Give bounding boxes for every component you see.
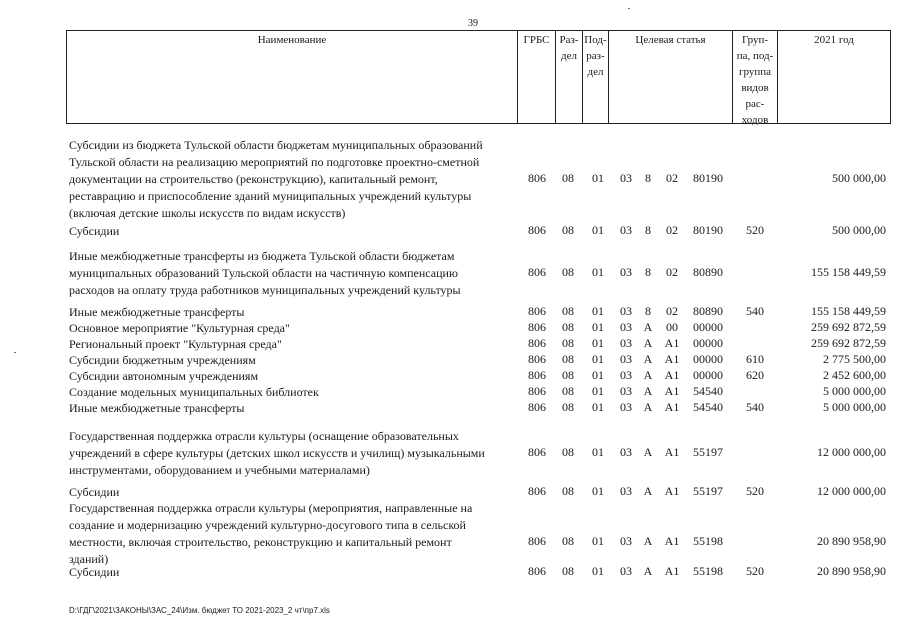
cell-razdel: 08	[562, 352, 574, 366]
header-vr: Груп- па, под- группа видов рас- ходов	[732, 31, 777, 123]
table-row	[0, 368, 905, 385]
cell-target-event: А1	[664, 445, 680, 459]
cell-target-sub: А	[643, 336, 653, 350]
cell-razdel: 08	[562, 368, 574, 382]
cell-grbs: 806	[528, 400, 546, 414]
row-name	[69, 336, 524, 353]
row-name	[69, 428, 524, 479]
cell-amount: 155 158 449,59	[811, 304, 886, 318]
cell-target-code: 54540	[693, 384, 723, 398]
table-row	[0, 336, 905, 353]
cell-target-program: 03	[620, 368, 632, 382]
row-name-line: расходов на оплату труда работников муниципальных учреждений культуры	[69, 283, 461, 297]
cell-target-program: 03	[620, 171, 632, 185]
table-row	[0, 320, 905, 337]
cell-vr: 610	[746, 352, 764, 366]
table-header	[66, 30, 891, 124]
cell-razdel: 08	[562, 534, 574, 548]
cell-target-event: 02	[666, 304, 678, 318]
cell-razdel: 08	[562, 265, 574, 279]
row-name-line: инструментами, оборудованием и учебными материалами)	[69, 463, 370, 477]
cell-target-event: 02	[666, 265, 678, 279]
cell-razdel: 08	[562, 336, 574, 350]
cell-target-program: 03	[620, 384, 632, 398]
table-row	[0, 304, 905, 321]
row-name	[69, 400, 524, 417]
cell-amount: 20 890 958,90	[817, 534, 886, 548]
cell-grbs: 806	[528, 352, 546, 366]
cell-amount: 2 775 500,00	[823, 352, 886, 366]
table-row	[0, 384, 905, 401]
row-name-line: муниципальных образований Тульской области на частичную компенсацию	[69, 266, 458, 280]
cell-target-program: 03	[620, 336, 632, 350]
cell-target-sub: А	[643, 320, 653, 334]
file-path-footer: D:\ГДГ\2021\ЗАКОНЫ\ЗАС_24\Изм. бюджет ТО 2021-2023_2 чт\пр7.xls	[69, 606, 330, 615]
header-year: 2021 год	[777, 31, 890, 123]
cell-podrazdel: 01	[592, 564, 604, 578]
row-name-line: Государственная поддержка отрасли культуры (мероприятия, направленные на	[69, 501, 473, 515]
cell-podrazdel: 01	[592, 484, 604, 498]
cell-amount: 20 890 958,90	[817, 564, 886, 578]
cell-target-event: А1	[664, 534, 680, 548]
cell-target-code: 00000	[693, 336, 723, 350]
cell-target-sub: 8	[645, 304, 651, 318]
header-name: Наименование	[257, 34, 327, 46]
cell-target-event: А1	[664, 368, 680, 382]
row-name-line: учреждений в сфере культуры (детских школ искусств и училищ) музыкальными	[69, 446, 485, 460]
cell-grbs: 806	[528, 320, 546, 334]
cell-target-event: А1	[664, 400, 680, 414]
cell-amount: 500 000,00	[832, 223, 886, 237]
cell-podrazdel: 01	[592, 534, 604, 548]
cell-target-event: А1	[664, 336, 680, 350]
row-name	[69, 304, 524, 321]
cell-razdel: 08	[562, 484, 574, 498]
cell-grbs: 806	[528, 304, 546, 318]
cell-target-sub: А	[643, 564, 653, 578]
row-name-line: реставрацию и приспособление зданий муниципальных учреждений культуры	[69, 189, 472, 203]
scan-speck	[14, 352, 16, 353]
page-number: 39	[468, 18, 478, 29]
table-row	[0, 428, 905, 479]
cell-target-program: 03	[620, 534, 632, 548]
cell-razdel: 08	[562, 171, 574, 185]
row-name	[69, 484, 524, 501]
cell-target-event: 02	[666, 223, 678, 237]
header-grbs: ГРБС	[517, 31, 555, 123]
cell-target-code: 00000	[693, 352, 723, 366]
row-name-line: Субсидии бюджетным учреждениям	[69, 353, 256, 367]
header-razdel: Раз- дел	[555, 31, 582, 123]
cell-target-sub: 8	[645, 265, 651, 279]
row-name-line: Субсидии автономным учреждениям	[69, 369, 259, 383]
scan-speck	[628, 8, 630, 9]
row-name-line: Субсидии из бюджета Тульской области бюджетам муниципальных образований	[69, 138, 483, 152]
row-name-line: Тульской области на реализацию мероприятий по подготовке проектно-сметной	[69, 155, 480, 169]
cell-grbs: 806	[528, 368, 546, 382]
cell-vr: 520	[746, 484, 764, 498]
table-row	[0, 137, 905, 222]
cell-target-program: 03	[620, 484, 632, 498]
row-name	[69, 352, 524, 369]
cell-razdel: 08	[562, 384, 574, 398]
row-name-line: Создание модельных муниципальных библиотек	[69, 385, 319, 399]
cell-target-program: 03	[620, 265, 632, 279]
cell-amount: 155 158 449,59	[811, 265, 886, 279]
cell-target-code: 55198	[693, 564, 723, 578]
cell-grbs: 806	[528, 223, 546, 237]
cell-podrazdel: 01	[592, 368, 604, 382]
cell-amount: 12 000 000,00	[817, 445, 886, 459]
row-name-line: документации на строительство (реконструкцию), капитальный ремонт,	[69, 172, 438, 186]
cell-target-code: 55197	[693, 484, 723, 498]
cell-vr: 540	[746, 400, 764, 414]
table-row	[0, 500, 905, 568]
cell-target-code: 55198	[693, 534, 723, 548]
cell-razdel: 08	[562, 400, 574, 414]
cell-target-sub: А	[643, 484, 653, 498]
cell-podrazdel: 01	[592, 384, 604, 398]
cell-target-program: 03	[620, 320, 632, 334]
row-name-line: Региональный проект "Культурная среда"	[69, 337, 282, 351]
cell-target-program: 03	[620, 564, 632, 578]
cell-grbs: 806	[528, 445, 546, 459]
row-name	[69, 223, 524, 240]
cell-target-program: 03	[620, 304, 632, 318]
cell-podrazdel: 01	[592, 400, 604, 414]
cell-target-event: А1	[664, 384, 680, 398]
cell-amount: 2 452 600,00	[823, 368, 886, 382]
cell-razdel: 08	[562, 304, 574, 318]
cell-target-sub: А	[643, 352, 653, 366]
cell-podrazdel: 01	[592, 320, 604, 334]
cell-target-sub: А	[643, 384, 653, 398]
cell-podrazdel: 01	[592, 352, 604, 366]
table-row	[0, 223, 905, 240]
cell-target-event: А1	[664, 484, 680, 498]
table-row	[0, 400, 905, 417]
cell-target-sub: А	[643, 445, 653, 459]
cell-grbs: 806	[528, 384, 546, 398]
row-name	[69, 248, 524, 299]
cell-amount: 259 692 872,59	[811, 336, 886, 350]
cell-target-sub: 8	[645, 223, 651, 237]
row-name	[69, 500, 524, 568]
cell-podrazdel: 01	[592, 171, 604, 185]
cell-amount: 5 000 000,00	[823, 384, 886, 398]
cell-amount: 12 000 000,00	[817, 484, 886, 498]
cell-razdel: 08	[562, 445, 574, 459]
cell-target-code: 80190	[693, 171, 723, 185]
cell-grbs: 806	[528, 265, 546, 279]
cell-target-code: 00000	[693, 320, 723, 334]
header-target: Целевая статья	[608, 31, 732, 123]
cell-razdel: 08	[562, 320, 574, 334]
cell-razdel: 08	[562, 564, 574, 578]
cell-vr: 520	[746, 564, 764, 578]
row-name-line: местности, включая строительство, реконструкцию и капитальный ремонт	[69, 535, 452, 549]
row-name-line: Иные межбюджетные трансферты	[69, 401, 245, 415]
row-name-line: создание и модернизацию учреждений культурно-досугового типа в сельской	[69, 518, 466, 532]
cell-vr: 620	[746, 368, 764, 382]
row-name-line: Иные межбюджетные трансферты	[69, 305, 245, 319]
cell-target-program: 03	[620, 352, 632, 366]
cell-target-event: 02	[666, 171, 678, 185]
cell-podrazdel: 01	[592, 223, 604, 237]
cell-target-event: 00	[666, 320, 678, 334]
cell-podrazdel: 01	[592, 304, 604, 318]
row-name-line: Иные межбюджетные трансферты из бюджета Тульской области бюджетам	[69, 249, 455, 263]
table-row	[0, 484, 905, 501]
cell-podrazdel: 01	[592, 265, 604, 279]
cell-target-sub: А	[643, 534, 653, 548]
row-name	[69, 320, 524, 337]
cell-grbs: 806	[528, 171, 546, 185]
cell-target-program: 03	[620, 400, 632, 414]
row-name	[69, 137, 524, 222]
cell-amount: 5 000 000,00	[823, 400, 886, 414]
row-name-line: зданий)	[69, 552, 109, 566]
table-row	[0, 352, 905, 369]
cell-target-sub: А	[643, 368, 653, 382]
cell-vr: 520	[746, 223, 764, 237]
cell-target-event: А1	[664, 564, 680, 578]
cell-podrazdel: 01	[592, 336, 604, 350]
cell-target-code: 00000	[693, 368, 723, 382]
row-name-line: Основное мероприятие "Культурная среда"	[69, 321, 290, 335]
cell-grbs: 806	[528, 336, 546, 350]
cell-amount: 500 000,00	[832, 171, 886, 185]
cell-target-code: 54540	[693, 400, 723, 414]
row-name	[69, 384, 524, 401]
table-row	[0, 248, 905, 299]
cell-grbs: 806	[528, 534, 546, 548]
cell-amount: 259 692 872,59	[811, 320, 886, 334]
cell-target-program: 03	[620, 223, 632, 237]
cell-target-program: 03	[620, 445, 632, 459]
header-podrazdel: Под- раз- дел	[582, 31, 608, 123]
row-name-line: Субсидии	[69, 565, 120, 579]
cell-target-event: А1	[664, 352, 680, 366]
cell-grbs: 806	[528, 564, 546, 578]
cell-razdel: 08	[562, 223, 574, 237]
cell-podrazdel: 01	[592, 445, 604, 459]
row-name-line: Государственная поддержка отрасли культуры (оснащение образовательных	[69, 429, 459, 443]
cell-target-code: 55197	[693, 445, 723, 459]
row-name-line: (включая детские школы искусств по видам искусств)	[69, 206, 346, 220]
cell-target-code: 80890	[693, 265, 723, 279]
row-name-line: Субсидии	[69, 224, 120, 238]
row-name-line: Субсидии	[69, 485, 120, 499]
row-name	[69, 564, 524, 581]
cell-vr: 540	[746, 304, 764, 318]
cell-grbs: 806	[528, 484, 546, 498]
row-name	[69, 368, 524, 385]
cell-target-sub: 8	[645, 171, 651, 185]
cell-target-code: 80890	[693, 304, 723, 318]
cell-target-code: 80190	[693, 223, 723, 237]
table-row	[0, 564, 905, 581]
cell-target-sub: А	[643, 400, 653, 414]
